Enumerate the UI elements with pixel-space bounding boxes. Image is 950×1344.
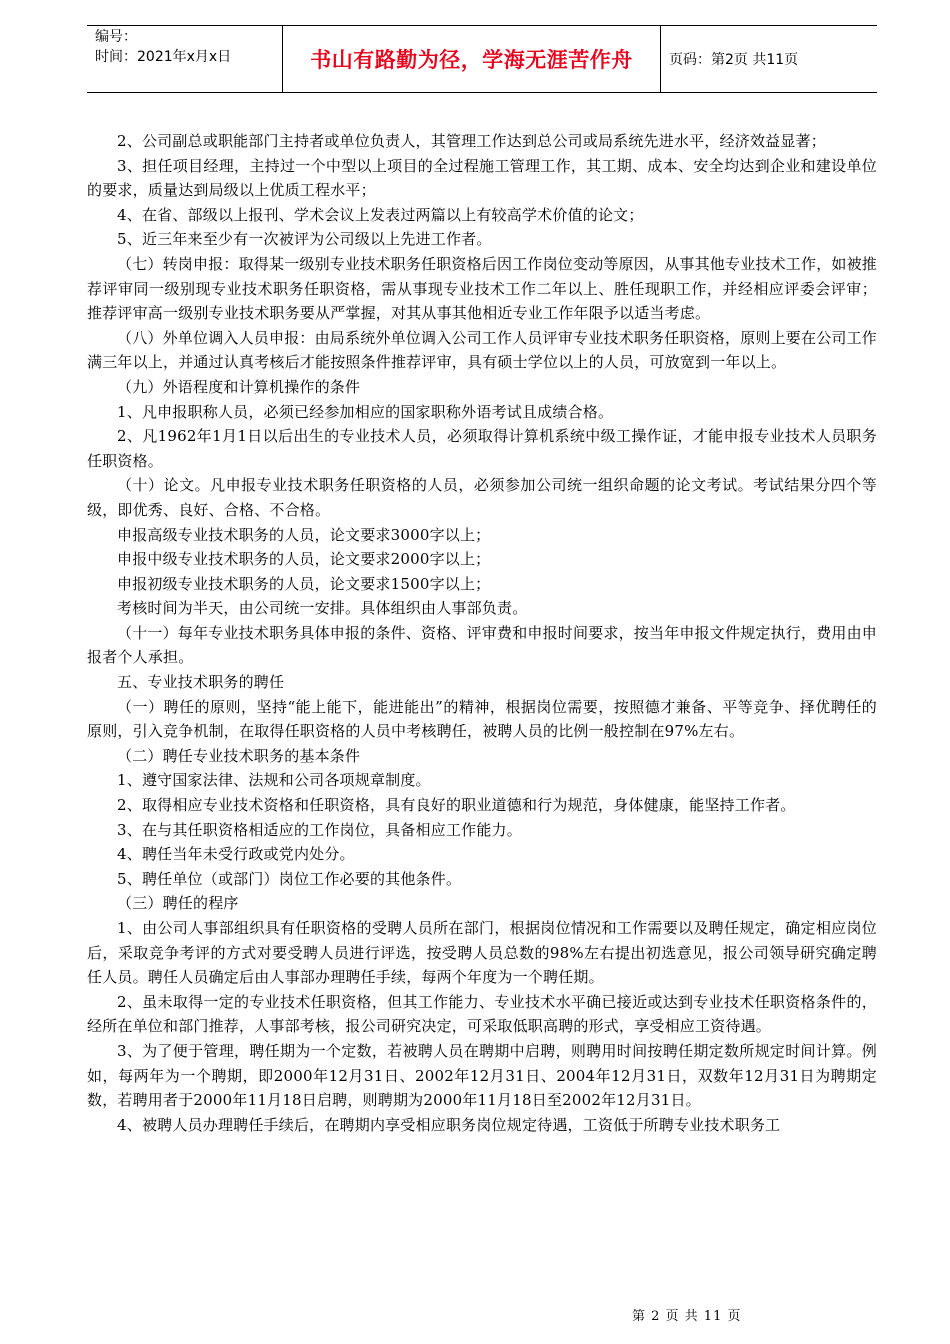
paragraph: 5、聘任单位（或部门）岗位工作必要的其他条件。 [117,869,462,888]
paragraph: 2、取得相应专业技术资格和任职资格，具有良好的职业道德和行为规范，身体健康，能坚持工作者。 [117,796,796,815]
header-meta [95,27,231,67]
paragraph: 2、公司副总或职能部门主持者或单位负责人，其管理工作达到总公司或局系统先进水平，经济效益显著； [117,132,826,150]
paragraph: 申报中级专业技术职务的人员，论文要求2000字以上； [117,550,491,569]
header-divider-right [660,25,661,93]
paragraph: 1、遵守国家法律、法规和公司各项规章制度。 [117,771,431,790]
document-time-label: 时间：2021年x月x日 [95,49,232,65]
paragraph: 考核时间为半天，由公司统一安排。具体组织由人事部负责。 [117,599,528,618]
page-footer: 第 2 页 共 11 页 [632,1309,742,1324]
section-heading: （三）聘任的程序 [117,894,239,913]
paragraph: （八）外单位调入人员申报：由局系统外单位调入公司工作人员评审专业技术职务任职资格，原则上要在公司工作满三年以上，并通过认真考核后才能按照条件推荐评审，具有硕士学位以上的人员，可放宽到一年以上。 [87,328,878,372]
section-heading: 五、专业技术职务的聘任 [117,673,285,692]
paragraph: 1、凡申报职称人员，必须已经参加相应的国家职称外语考试且成绩合格。 [117,402,614,421]
paragraph: 4、在省、部级以上报刊、学术会议上发表过两篇以上有较高学术价值的论文； [117,205,644,224]
paragraph: 1、由公司人事部组织具有任职资格的受聘人员所在部门，根据岗位情况和工作需要以及聘任规定，确定相应岗位后，采取竞争考评的方式对要受聘人员进行评选，按受聘人员总数的98%左右提出初选意见，报公司领导研究确定聘任人员。聘任人员确定后由人事部办理聘任手续，每两个年度为一个聘任期。 [87,919,877,987]
paragraph: 3、在与其任职资格相适应的工作岗位，具备相应工作能力。 [117,820,522,839]
paragraph: （十一）每年专业技术职务具体申报的条件、资格、评审费和申报时间要求，按当年申报文件规定执行，费用由申报者个人承担。 [87,623,878,667]
paragraph: 2、凡1962年1月1日以后出生的专业技术人员，必须取得计算机系统中级工操作证，才能申报专业技术人员职务任职资格。 [87,427,877,470]
paragraph: 3、为了便于管理，聘任期为一个定数，若被聘人员在聘期中启聘，则聘用时间按聘任期定数所规定时间计算。例如，每两年为一个聘期，即2000年12月31日、2002年12月31日、2004年12月31日，双数年12月31日为聘期定数，若聘用者于2000年11月18日启聘，则聘期为2000年11月18日至2002年12月31日。 [87,1041,877,1110]
section-heading: （二）聘任专业技术职务的基本条件 [117,746,361,765]
paragraph: 3、担任项目经理，主持过一个中型以上项目的全过程施工管理工作，其工期、成本、安全均达到企业和建设单位的要求，质量达到局级以上优质工程水平； [87,156,877,200]
paragraph: 申报初级专业技术职务的人员，论文要求1500字以上； [117,574,491,593]
document-body [87,129,877,1137]
paragraph: 2、虽未取得一定的专业技术任职资格，但其工作能力、专业技术水平确已接近或达到专业技术任职资格条件的，经所在单位和部门推荐，人事部考核，报公司研究决定，可采取低职高聘的形式，享受相应工资待遇。 [87,992,877,1036]
header-page-label: 页码：第2页 共11页 [669,52,799,68]
document-number-label: 编号： [95,29,137,45]
paragraph: 5、近三年来至少有一次被评为公司级以上先进工作者。 [117,230,492,249]
section-heading: （九）外语程度和计算机操作的条件 [117,377,361,396]
paragraph: （七）转岗申报：取得某一级别专业技术职务任职资格后因工作岗位变动等原因，从事其他专业技术工作，如被推荐评审同一级别现专业技术职务任职资格，需从事现专业技术工作二年以上、胜任现职工作，并经相应评委会评审；推荐评审高一级别专业技术职务要从严掌握，对其从事其他相近专业工作年限予以适当考虑。 [87,254,878,323]
paragraph: 申报高级专业技术职务的人员，论文要求3000字以上； [117,525,491,544]
paragraph: （十）论文。凡申报专业技术职务任职资格的人员，必须参加公司统一组织命题的论文考试。考试结果分四个等级，即优秀、良好、合格、不合格。 [87,476,877,519]
paragraph: 4、被聘人员办理聘任手续后，在聘期内享受相应职务岗位规定待遇，工资低于所聘专业技术职务工 [117,1115,781,1134]
paragraph: 4、聘任当年未受行政或党内处分。 [117,845,355,864]
header-motto: 书山有路勤为径，学海无涯苦作舟 [310,48,633,72]
page-header [87,25,877,93]
paragraph: （一）聘任的原则，坚持“能上能下，能进能出”的精神，根据岗位需要，按照德才兼备、平等竞争、择优聘任的原则，引入竞争机制，在取得任职资格的人员中考核聘任，被聘人员的比例一般控制在97%左右。 [87,697,877,741]
